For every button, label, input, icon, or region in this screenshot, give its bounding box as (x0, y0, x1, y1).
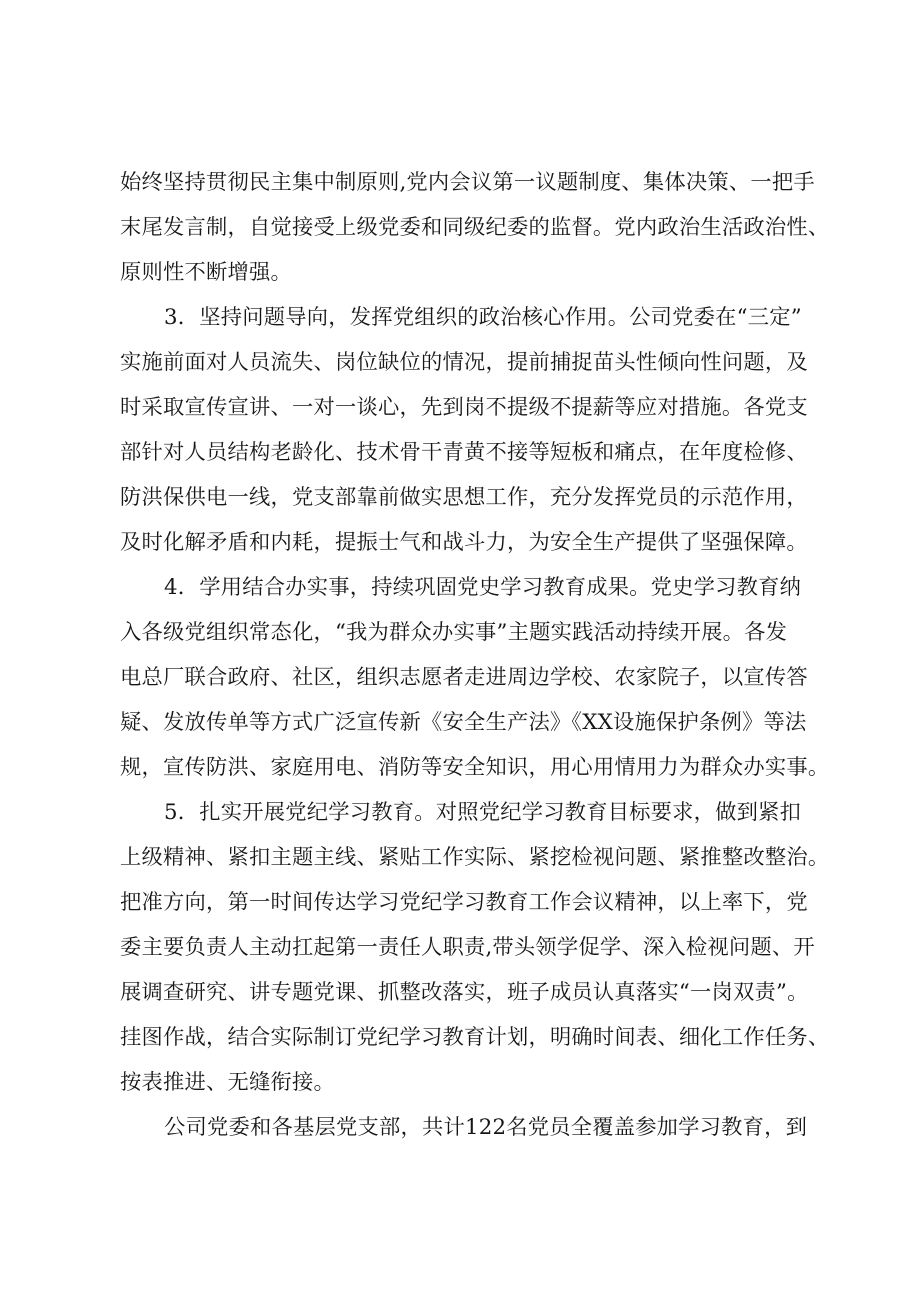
text-line: 电总厂联合政府、社区，组织志愿者走进周边学校、农家院子，以宣传答 (120, 665, 808, 690)
text-line: 及时化解矛盾和内耗，提振士气和战斗力，为安全生产提供了坚强保障。 (120, 530, 808, 555)
text-line: 部针对人员结构老龄化、技术骨干青黄不接等短板和痛点，在年度检修、 (120, 440, 808, 465)
text-line: 入各级党组织常态化，“我为群众办实事”主题实践活动持续开展。各发 (120, 620, 788, 645)
text-line: 上级精神、紧扣主题主线、紧贴工作实际、紧挖检视问题、紧推整改整治。 (120, 845, 830, 870)
text-line: 疑、发放传单等方式广泛宣传新《安全生产法》《XX设施保护条例》等法 (120, 710, 807, 735)
paragraph-3-first-line: 3．坚持问题导向，发挥党组织的政治核心作用。公司党委在“三定” (164, 305, 802, 330)
text-line: 时采取宣传宣讲、一对一谈心，先到岗不提级不提薪等应对措施。各党支 (120, 395, 808, 420)
paragraph-5-first-line: 5．扎实开展党纪学习教育。对照党纪学习教育目标要求，做到紧扣 (164, 800, 802, 825)
text-line: 防洪保供电一线，党支部靠前做实思想工作，充分发挥党员的示范作用， (120, 485, 808, 510)
text-line: 规，宣传防洪、家庭用电、消防等安全知识，用心用情用力为群众办实事。 (120, 755, 830, 780)
text-line: 实施前面对人员流失、岗位缺位的情况，提前捕捉苗头性倾向性问题，及 (120, 350, 808, 375)
text-line: 把准方向，第一时间传达学习党纪学习教育工作会议精神，以上率下，党 (120, 890, 808, 915)
closing-paragraph-first-line: 公司党委和各基层党支部，共计122名党员全覆盖参加学习教育，到 (164, 1115, 808, 1140)
text-line: 始终坚持贯彻民主集中制原则,党内会议第一议题制度、集体决策、一把手 (120, 170, 815, 195)
text-line: 挂图作战，结合实际制订党纪学习教育计划，明确时间表、细化工作任务、 (120, 1025, 830, 1050)
text-line: 展调查研究、讲专题党课、抓整改落实，班子成员认真落实“一岗双责”。 (120, 980, 809, 1005)
text-line: 按表推进、无缝衔接。 (120, 1070, 335, 1095)
text-line: 委主要负责人主动扛起第一责任人职责,带头领学促学、深入检视问题、开 (120, 935, 815, 960)
text-line: 末尾发言制，自觉接受上级党委和同级纪委的监督。党内政治生活政治性、 (120, 215, 830, 240)
paragraph-4-first-line: 4．学用结合办实事，持续巩固党史学习教育成果。党史学习教育纳 (164, 575, 802, 600)
text-line: 原则性不断增强。 (120, 260, 292, 285)
